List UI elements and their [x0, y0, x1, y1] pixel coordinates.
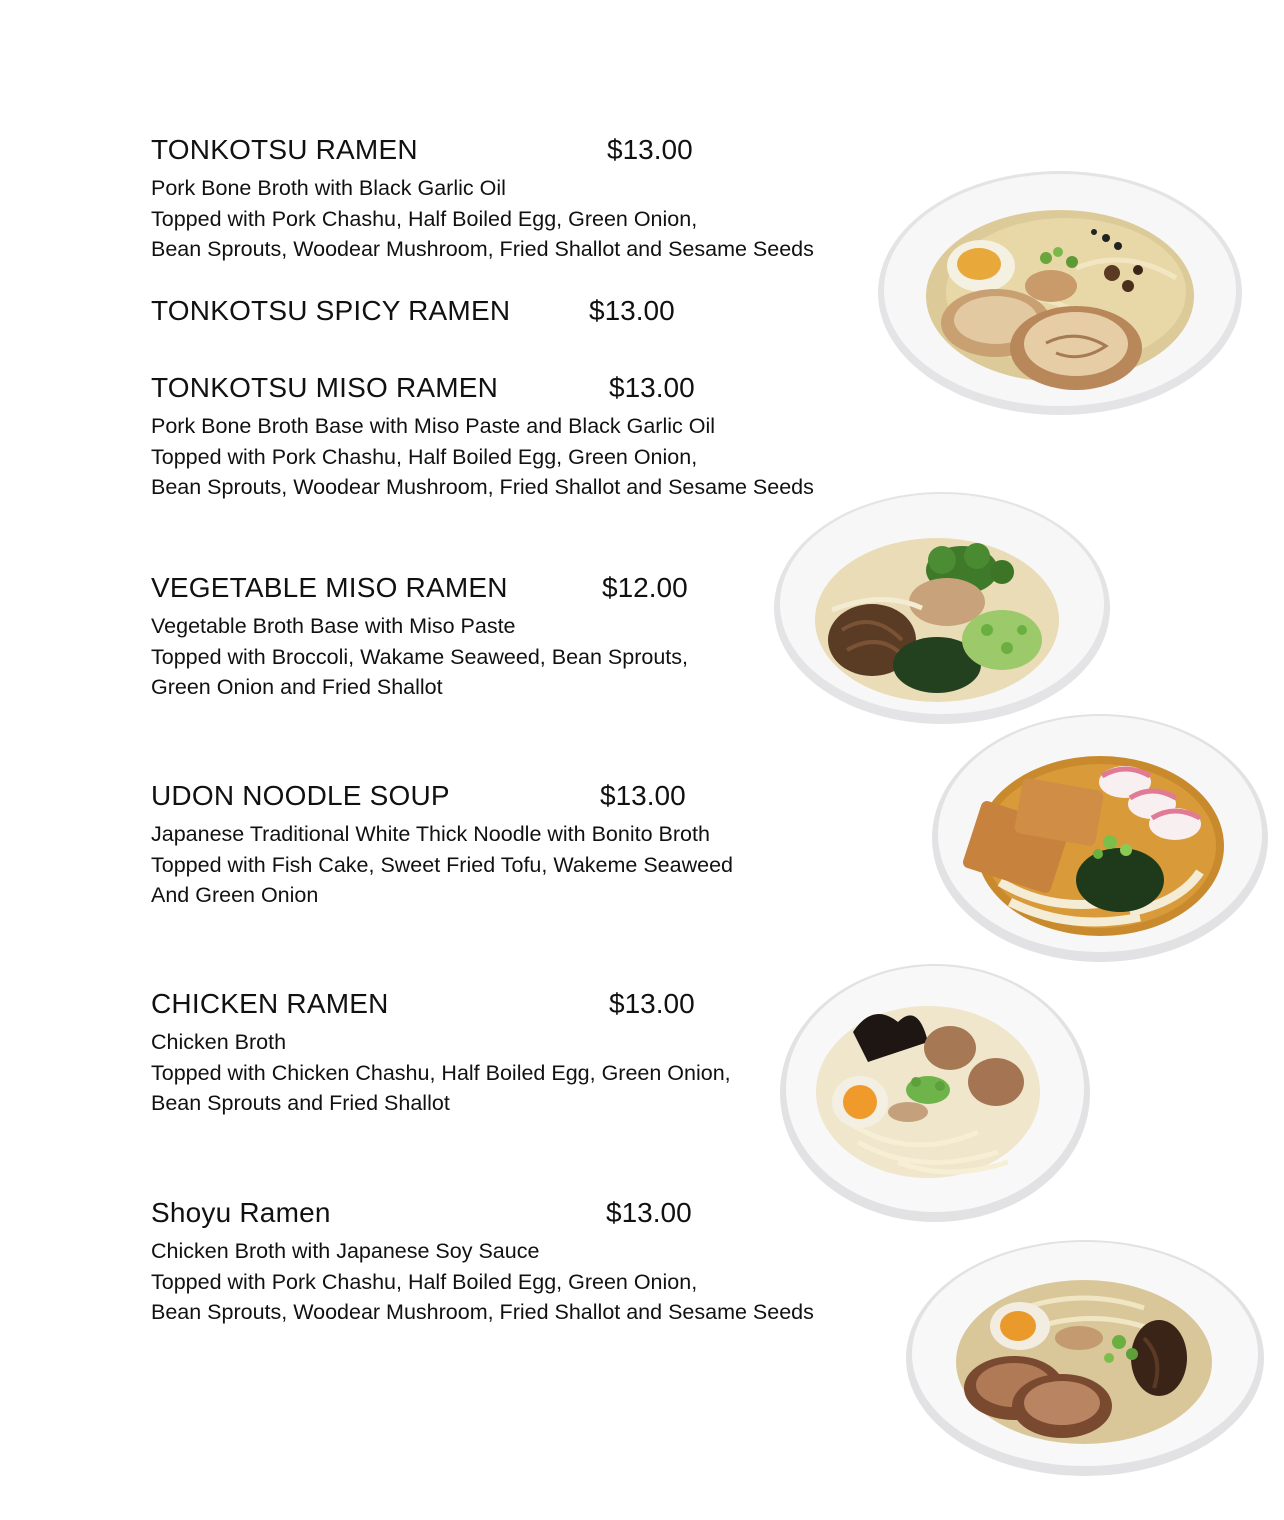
- item-price: $12.00: [602, 572, 688, 603]
- description-line: Chicken Broth: [151, 1030, 287, 1054]
- item-price: $13.00: [609, 372, 695, 403]
- description-line: Vegetable Broth Base with Miso Paste: [151, 614, 516, 638]
- item-name: UDON NOODLE SOUP: [151, 780, 450, 811]
- description-line: And Green Onion: [151, 883, 319, 907]
- item-description: [151, 411, 814, 503]
- item-price: $13.00: [589, 295, 675, 326]
- item-description: [151, 1236, 814, 1328]
- description-line: Topped with Pork Chashu, Half Boiled Egg, Green Onion,: [151, 206, 698, 231]
- item-name: Shoyu Ramen: [151, 1197, 331, 1228]
- description-line: Bean Sprouts, Woodear Mushroom, Fried Shallot and Sesame Seeds: [151, 475, 814, 499]
- description-line: Bean Sprouts, Woodear Mushroom, Fried Shallot and Sesame Seeds: [151, 237, 814, 261]
- description-line: Chicken Broth with Japanese Soy Sauce: [151, 1239, 540, 1263]
- item-description: [151, 611, 688, 703]
- item-price: $13.00: [609, 988, 695, 1019]
- description-line: Japanese Traditional White Thick Noodle with Bonito Broth: [151, 822, 710, 846]
- item-price: $13.00: [606, 1197, 692, 1228]
- vegetable-miso-ramen-photo: [772, 490, 1112, 726]
- chicken-ramen-photo: [778, 962, 1092, 1224]
- item-name: CHICKEN RAMEN: [151, 988, 389, 1019]
- item-name: VEGETABLE MISO RAMEN: [151, 572, 508, 603]
- item-name: TONKOTSU MISO RAMEN: [151, 372, 499, 403]
- udon-noodle-soup-photo: [930, 712, 1270, 964]
- item-price: $13.00: [600, 780, 686, 811]
- description-line: Topped with Pork Chashu, Half Boiled Egg, Green Onion,: [151, 444, 698, 469]
- item-description: [151, 173, 814, 265]
- description-line: Topped with Fish Cake, Sweet Fried Tofu, Wakeme Seaweed: [151, 852, 733, 877]
- description-line: Bean Sprouts, Woodear Mushroom, Fried Shallot and Sesame Seeds: [151, 1300, 814, 1324]
- shoyu-ramen-photo: [904, 1238, 1266, 1478]
- item-description: [151, 1027, 731, 1119]
- description-line: Topped with Chicken Chashu, Half Boiled Egg, Green Onion,: [151, 1060, 731, 1085]
- item-name: TONKOTSU RAMEN: [151, 134, 418, 165]
- item-name: TONKOTSU SPICY RAMEN: [151, 295, 511, 326]
- tonkotsu-ramen-photo: [876, 168, 1244, 418]
- description-line: Topped with Broccoli, Wakame Seaweed, Bean Sprouts,: [151, 644, 688, 669]
- description-line: Topped with Pork Chashu, Half Boiled Egg, Green Onion,: [151, 1269, 698, 1294]
- description-line: Green Onion and Fried Shallot: [151, 675, 443, 699]
- item-description: [151, 819, 733, 911]
- description-line: Bean Sprouts and Fried Shallot: [151, 1091, 450, 1115]
- description-line: Pork Bone Broth with Black Garlic Oil: [151, 176, 506, 200]
- description-line: Pork Bone Broth Base with Miso Paste and Black Garlic Oil: [151, 414, 716, 438]
- item-price: $13.00: [607, 134, 693, 165]
